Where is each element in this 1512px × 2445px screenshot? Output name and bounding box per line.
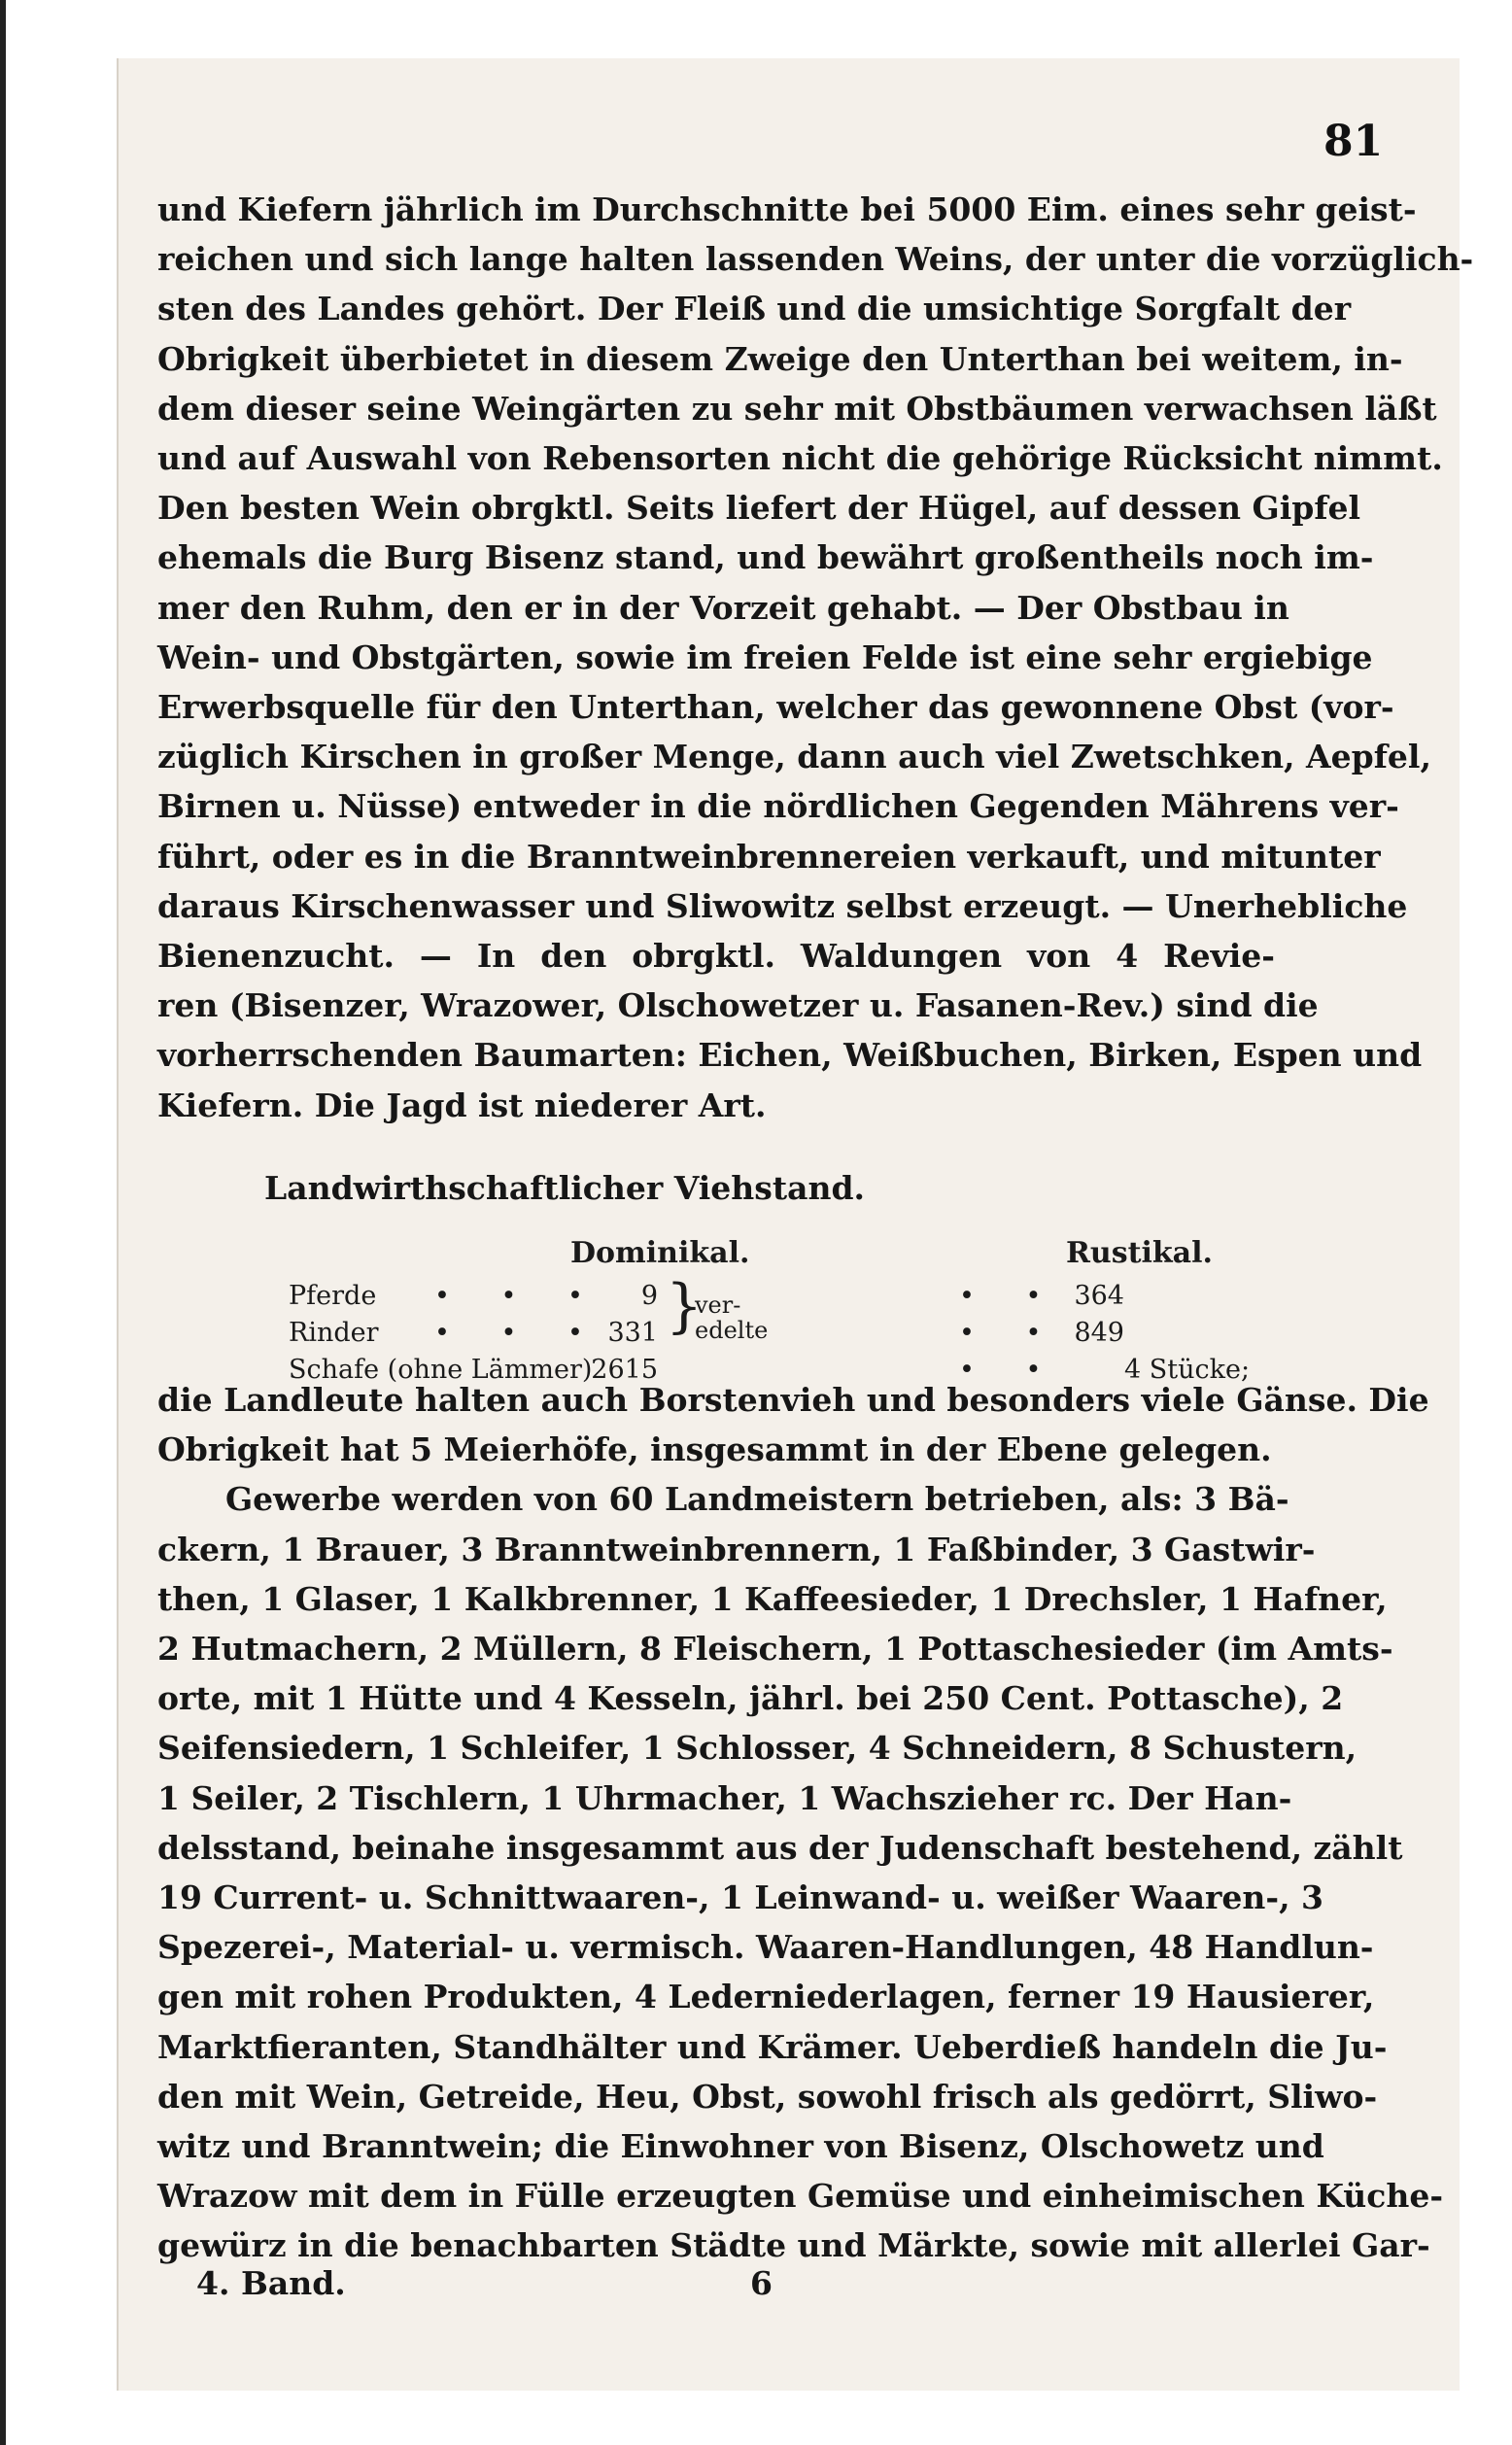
text-line: den mit Wein, Getreide, Heu, Obst, sowohl frisch als gedörrt, Sliwo- [157,2077,1378,2116]
text-line: ehemals die Burg Bisenz stand, und bewährt großentheils noch im- [157,538,1374,577]
sheet-number: 6 [750,2264,773,2302]
row-label: Rinder [289,1318,379,1348]
text-line: Kiefern. Die Jagd ist niederer Art. [157,1085,767,1124]
body-text-top [157,185,1474,1130]
text-line: witz und Branntwein; die Einwohner von Bisenz, Olschowetz und [157,2127,1324,2166]
text-line: 1 Seiler, 2 Tischlern, 1 Uhrmacher, 1 Wachszieher rc. Der Han- [157,1778,1292,1817]
text-line: führt, oder es in die Branntweinbrennereien verkauft, und mitunter [157,837,1381,876]
volume-signature: 4. Band. [196,2264,346,2302]
column-header-rustikal: Rustikal. [1066,1236,1213,1270]
text-line: gen mit rohen Produkten, 4 Lederniederlagen, ferner 19 Hausierer, [157,1978,1375,2016]
text-line: Obrigkeit hat 5 Meierhöfe, insgesammt in der Ebene gelegen. [157,1430,1272,1469]
body-text-bottom [157,1375,1444,2271]
text-line: Wein- und Obstgärten, sowie im freien Felde ist eine sehr ergiebige [157,637,1373,676]
rustikal-value: 364 [1074,1281,1124,1311]
text-line: 2 Hutmachern, 2 Müllern, 8 Fleischern, 1 Pottaschesieder (im Amts- [157,1630,1393,1669]
text-line: then, 1 Glaser, 1 Kalkbrenner, 1 Kaffeesieder, 1 Drechsler, 1 Hafner, [157,1579,1388,1618]
leader-dots: • • [959,1318,1063,1348]
brace-mark: } [666,1272,704,1340]
page-gutter-shadow [0,0,6,2445]
text-line: gewürz in die benachbarten Städte und Märkte, sowie mit allerlei Gar- [157,2226,1430,2265]
text-line: vorherrschenden Baumarten: Eichen, Weißbuchen, Birken, Espen und [157,1036,1423,1075]
leader-dots: • • • [434,1318,604,1348]
text-line: und auf Auswahl von Rebensorten nicht die gehörige Rücksicht nimmt. [157,439,1443,478]
text-line: und Kiefern jährlich im Durchschnitte bei 5000 Eim. eines sehr geist- [157,190,1417,228]
text-line: Den besten Wein obrgktl. Seits liefert der Hügel, auf dessen Gipfel [157,489,1361,528]
rustikal-value: 849 [1074,1318,1124,1348]
text-line: Bienenzucht. — In den obrgktl. Waldungen von 4 Revie- [157,937,1275,976]
text-line: Obrigkeit überbietet in diesem Zweige den Unterthan bei weitem, in- [157,339,1403,378]
text-line: ckern, 1 Brauer, 3 Branntweinbrennern, 1 Faßbinder, 3 Gastwir- [157,1530,1316,1568]
text-line: züglich Kirschen in großer Menge, dann auch viel Zwetschken, Aepfel, [157,738,1431,776]
row-label: Schafe (ohne Lämmer) [289,1355,593,1385]
rustikal-value: 4 Stücke; [1124,1355,1251,1385]
brace-annotation: ver- edelte [695,1291,769,1344]
text-line: ren (Bisenzer, Wrazower, Olschowetzer u. Fasanen-Rev.) sind die [157,986,1319,1025]
text-line: Gewerbe werden von 60 Landmeistern betrieben, als: 3 Bä- [225,1480,1289,1519]
leader-dots: • • • [434,1281,604,1311]
text-line: Erwerbsquelle für den Unterthan, welcher das gewonnene Obst (vor- [157,688,1394,727]
leader-dots: • • [959,1355,1063,1385]
text-line: die Landleute halten auch Borstenvieh und besonders viele Gänse. Die [157,1381,1429,1419]
text-line: Spezerei-, Material- u. vermisch. Waaren-Handlungen, 48 Handlun- [157,1928,1374,1967]
text-line: mer den Ruhm, den er in der Vorzeit gehabt. — Der Obstbau in [157,588,1289,627]
text-line: Wrazow mit dem in Fülle erzeugten Gemüse und einheimischen Küche- [157,2177,1444,2216]
text-line: reichen und sich lange halten lassenden Weins, der unter die vorzüglich- [157,240,1474,279]
page-number: 81 [1323,117,1384,166]
dominikal-value: 331 [607,1318,658,1348]
dominikal-value: 2615 [591,1355,658,1385]
row-label: Pferde [289,1281,377,1311]
text-line: 19 Current- u. Schnittwaaren-, 1 Leinwand- u. weißer Waaren-, 3 [157,1878,1324,1917]
text-line: daraus Kirschenwasser und Sliwowitz selbst erzeugt. — Unerhebliche [157,886,1408,925]
section-heading: Landwirthschaftlicher Viehstand. [264,1169,866,1207]
text-line: dem dieser seine Weingärten zu sehr mit Obstbäumen verwachsen läßt [157,389,1437,428]
dominikal-value: 9 [640,1281,658,1311]
text-line: Marktfieranten, Standhälter und Krämer. Ueberdieß handeln die Ju- [157,2027,1388,2066]
text-line: Birnen u. Nüsse) entweder in die nördlichen Gegenden Mährens ver- [157,787,1399,826]
book-page [117,58,1474,2391]
column-header-dominikal: Dominikal. [570,1236,750,1270]
text-line: delsstand, beinahe insgesammt aus der Judenschaft bestehend, zählt [157,1828,1403,1867]
text-line: orte, mit 1 Hütte und 4 Kesseln, jährl. bei 250 Cent. Pottasche), 2 [157,1679,1344,1718]
leader-dots: • • [959,1281,1063,1311]
text-line: sten des Landes gehört. Der Fleiß und die umsichtige Sorgfalt der [157,290,1352,328]
text-line: Seifensiedern, 1 Schleifer, 1 Schlosser, 4 Schneidern, 8 Schustern, [157,1729,1357,1768]
